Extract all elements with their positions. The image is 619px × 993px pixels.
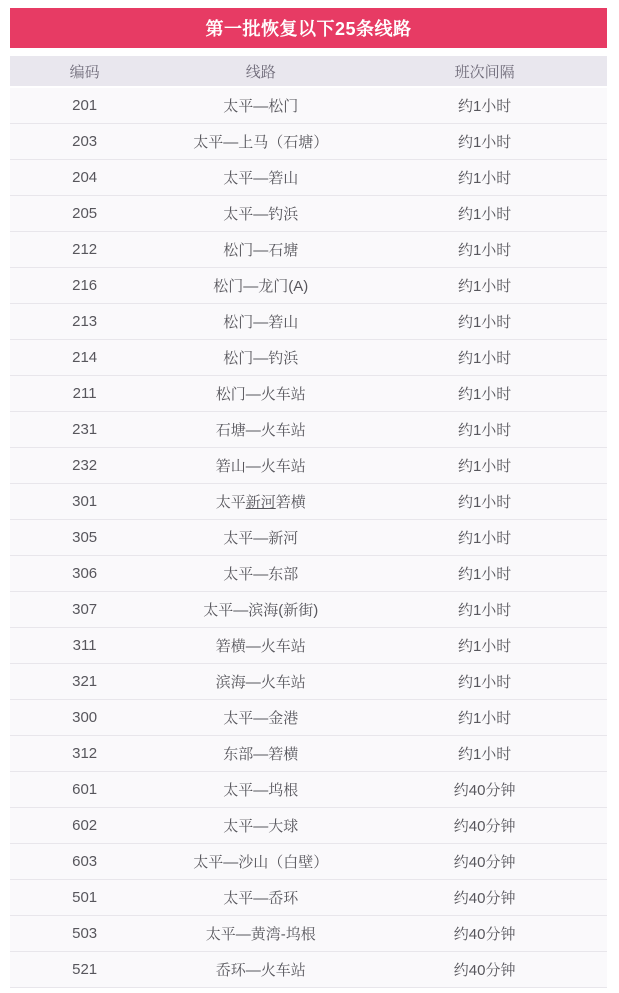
interval-cell: 约1小时 <box>362 196 607 232</box>
table-row <box>10 376 607 412</box>
code-cell: 305 <box>10 520 159 556</box>
banner-title: 第一批恢复以下25条线路 <box>205 19 412 39</box>
route-cell: 太平—黄湾-坞根 <box>159 916 362 952</box>
code-cell: 212 <box>10 232 159 268</box>
table-row <box>10 448 607 484</box>
code-cell: 201 <box>10 87 159 124</box>
interval-cell: 约40分钟 <box>362 808 607 844</box>
route-cell: 滨海—火车站 <box>159 664 362 700</box>
interval-cell: 约1小时 <box>362 736 607 772</box>
column-header-route: 线路 <box>159 56 362 87</box>
route-cell: 松门—火车站 <box>159 376 362 412</box>
interval-cell: 约1小时 <box>362 664 607 700</box>
route-cell: 太平—坞根 <box>159 772 362 808</box>
interval-cell: 约40分钟 <box>362 844 607 880</box>
code-cell: 501 <box>10 880 159 916</box>
table-row <box>10 880 607 916</box>
interval-cell: 约1小时 <box>362 484 607 520</box>
interval-cell: 约1小时 <box>362 556 607 592</box>
route-cell: 松门—钓浜 <box>159 340 362 376</box>
route-cell: 太平—沙山（白壁） <box>159 844 362 880</box>
code-cell: 521 <box>10 952 159 988</box>
route-cell: 松门—箬山 <box>159 304 362 340</box>
table-row <box>10 484 607 520</box>
code-cell: 214 <box>10 340 159 376</box>
column-header-code: 编码 <box>10 56 159 87</box>
route-cell: 松门—龙门(A) <box>159 268 362 304</box>
table-row <box>10 520 607 556</box>
table-title-banner <box>10 8 607 48</box>
code-cell: 603 <box>10 844 159 880</box>
table-row <box>10 700 607 736</box>
table-row <box>10 952 607 988</box>
table-row <box>10 160 607 196</box>
code-cell: 503 <box>10 916 159 952</box>
route-cell: 箬横—火车站 <box>159 628 362 664</box>
interval-cell: 约1小时 <box>362 592 607 628</box>
table-body <box>10 87 607 988</box>
table-row <box>10 736 607 772</box>
route-cell: 太平—滨海(新街) <box>159 592 362 628</box>
interval-cell: 约1小时 <box>362 628 607 664</box>
route-cell: 箬山—火车站 <box>159 448 362 484</box>
route-cell: 太平—金港 <box>159 700 362 736</box>
route-cell: 太平—上马（石塘） <box>159 124 362 160</box>
code-cell: 216 <box>10 268 159 304</box>
table-row <box>10 808 607 844</box>
table-row <box>10 196 607 232</box>
interval-cell: 约1小时 <box>362 232 607 268</box>
code-cell: 300 <box>10 700 159 736</box>
table-row <box>10 556 607 592</box>
code-cell: 306 <box>10 556 159 592</box>
code-cell: 231 <box>10 412 159 448</box>
route-cell: 太平—大球 <box>159 808 362 844</box>
table-row <box>10 232 607 268</box>
code-cell: 312 <box>10 736 159 772</box>
code-cell: 601 <box>10 772 159 808</box>
route-cell: 岙环—火车站 <box>159 952 362 988</box>
table-row <box>10 664 607 700</box>
table-row <box>10 412 607 448</box>
table-row <box>10 268 607 304</box>
code-cell: 203 <box>10 124 159 160</box>
code-cell: 211 <box>10 376 159 412</box>
route-cell: 太平新河箬横 <box>159 484 362 520</box>
interval-cell: 约1小时 <box>362 376 607 412</box>
interval-cell: 约1小时 <box>362 304 607 340</box>
route-cell: 太平—箬山 <box>159 160 362 196</box>
route-cell: 太平—岙环 <box>159 880 362 916</box>
table-header-row <box>10 56 607 87</box>
code-cell: 307 <box>10 592 159 628</box>
interval-cell: 约1小时 <box>362 448 607 484</box>
route-cell: 松门—石塘 <box>159 232 362 268</box>
table-row <box>10 844 607 880</box>
table-row <box>10 772 607 808</box>
code-cell: 205 <box>10 196 159 232</box>
route-cell: 太平—东部 <box>159 556 362 592</box>
interval-cell: 约40分钟 <box>362 952 607 988</box>
underlined-route-segment: 新河 <box>245 494 276 511</box>
interval-cell: 约1小时 <box>362 700 607 736</box>
interval-cell: 约1小时 <box>362 87 607 124</box>
interval-cell: 约1小时 <box>362 520 607 556</box>
table-row <box>10 340 607 376</box>
table-row <box>10 916 607 952</box>
code-cell: 311 <box>10 628 159 664</box>
interval-cell: 约40分钟 <box>362 772 607 808</box>
route-cell: 东部—箬横 <box>159 736 362 772</box>
interval-cell: 约1小时 <box>362 412 607 448</box>
table-row <box>10 304 607 340</box>
interval-cell: 约1小时 <box>362 160 607 196</box>
interval-cell: 约1小时 <box>362 124 607 160</box>
interval-cell: 约1小时 <box>362 340 607 376</box>
column-header-interval: 班次间隔 <box>362 56 607 87</box>
routes-table-container <box>10 8 607 988</box>
route-cell: 太平—钓浜 <box>159 196 362 232</box>
interval-cell: 约40分钟 <box>362 880 607 916</box>
code-cell: 204 <box>10 160 159 196</box>
interval-cell: 约1小时 <box>362 268 607 304</box>
code-cell: 232 <box>10 448 159 484</box>
table-row <box>10 628 607 664</box>
table-row <box>10 592 607 628</box>
code-cell: 602 <box>10 808 159 844</box>
route-cell: 石塘—火车站 <box>159 412 362 448</box>
interval-cell: 约40分钟 <box>362 916 607 952</box>
routes-table <box>10 56 607 988</box>
table-row <box>10 87 607 124</box>
code-cell: 213 <box>10 304 159 340</box>
route-cell: 太平—松门 <box>159 87 362 124</box>
route-cell: 太平—新河 <box>159 520 362 556</box>
code-cell: 301 <box>10 484 159 520</box>
code-cell: 321 <box>10 664 159 700</box>
table-row <box>10 124 607 160</box>
